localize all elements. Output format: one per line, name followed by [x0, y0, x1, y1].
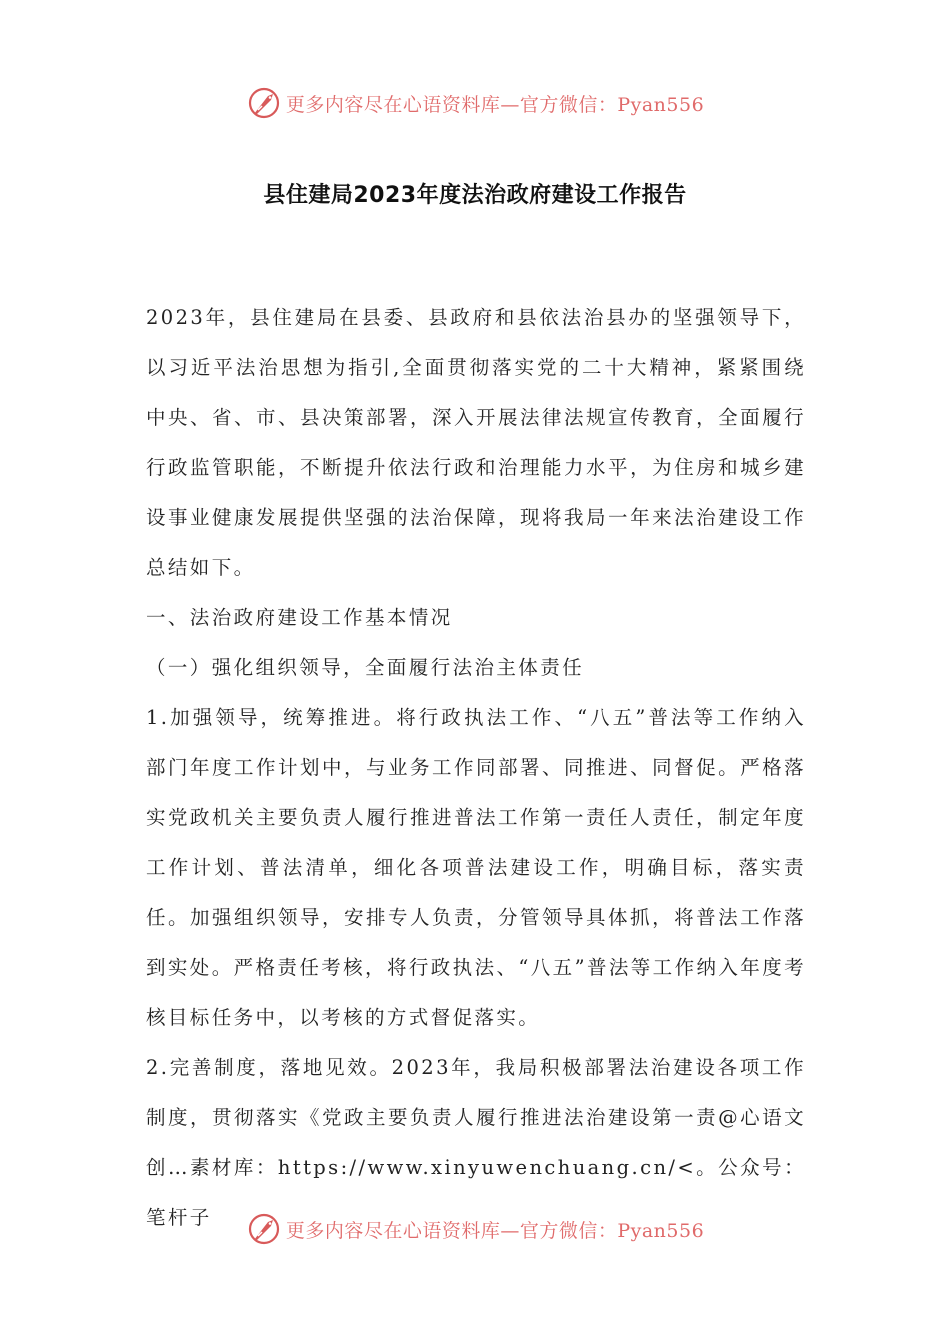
watermark-text: 更多内容尽在心语资料库—官方微信：Pyan556	[285, 93, 705, 116]
pen-nib-logo-icon	[246, 1211, 282, 1247]
pen-nib-logo-icon	[246, 85, 282, 121]
paragraph-item-2: 2.完善制度，落地见效。2023年，我局积极部署法治建设各项工作制度，贯彻落实《党政主要负责人履行推进法治建设第一责@心语文创…素材库：https://www.xinyuwenchuang.cn/<。公众号：笔杆子	[146, 1056, 806, 1229]
watermark-banner-top	[0, 78, 950, 128]
page-title: 县住建局2023年度法治政府建设工作报告	[263, 183, 687, 208]
paragraph-item-1: 1.加强领导，统筹推进。将行政执法工作、“八五”普法等工作纳入部门年度工作计划中，与业务工作同部署、同推进、同督促。严格落实党政机关主要负责人履行推进普法工作第一责任人责任，制定年度工作计划、普法清单，细化各项普法建设工作，明确目标，落实责任。加强组织领导，安排专人负责，分管领导具体抓，将普法工作落到实处。严格责任考核，将行政执法、“八五”普法等工作纳入年度考核目标任务中，以考核的方式督促落实。	[146, 706, 806, 1029]
subsection-heading-1: （一）强化组织领导，全面履行法治主体责任	[146, 656, 585, 679]
watermark-text: 更多内容尽在心语资料库—官方微信：Pyan556	[285, 1219, 705, 1242]
document-body	[146, 293, 806, 1243]
paragraph-intro: 2023年，县住建局在县委、县政府和县依法治县办的坚强领导下，以习近平法治思想为指引,全面贯彻落实党的二十大精神，紧紧围绕中央、省、市、县决策部署，深入开展法律法规宣传教育，全面履行行政监管职能，不断提升依法行政和治理能力水平，为住房和城乡建设事业健康发展提供坚强的法治保障，现将我局一年来法治建设工作总结如下。	[146, 306, 806, 579]
section-heading-1: 一、法治政府建设工作基本情况	[146, 606, 453, 629]
watermark-banner-bottom	[0, 1204, 950, 1254]
